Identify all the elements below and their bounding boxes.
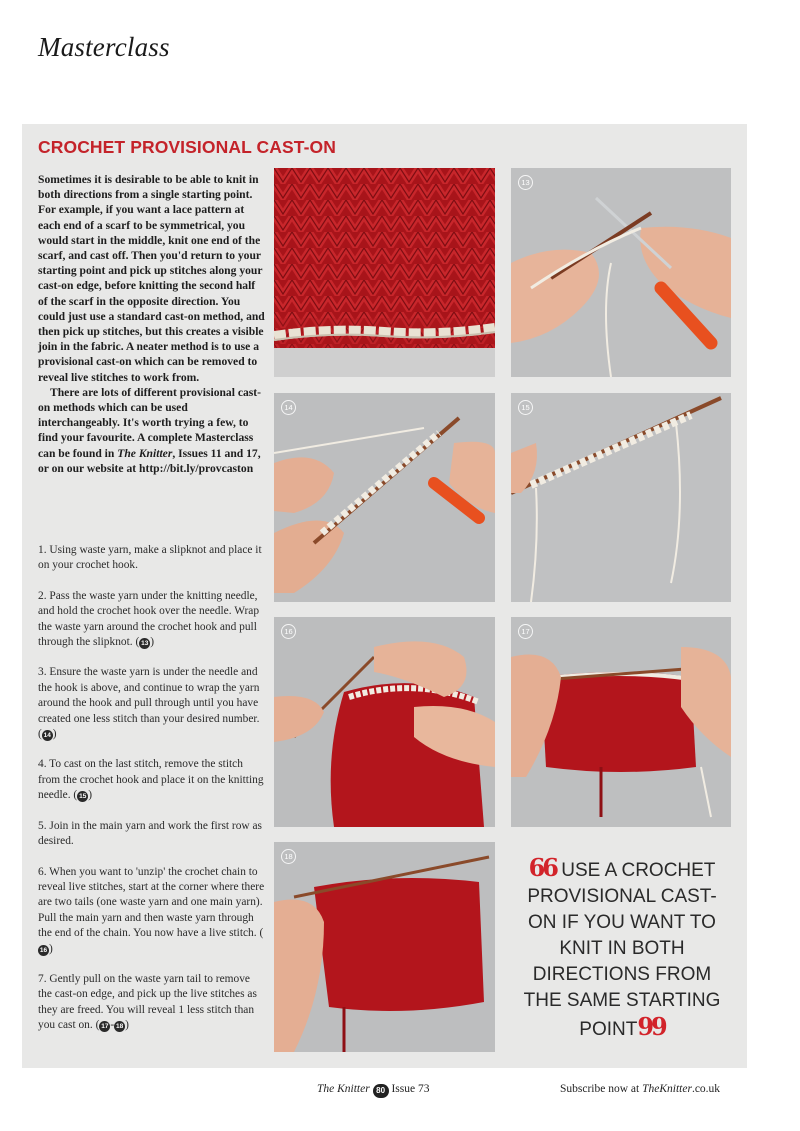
photo-number: 15 — [518, 400, 533, 415]
footer-magazine-name: The Knitter — [317, 1083, 370, 1095]
photo-step-18 — [274, 842, 495, 1052]
pull-quote-text: USE A CROCHET PROVISIONAL CAST-ON IF YOU WANT TO KNIT IN BOTH DIRECTIONS FROM THE SAME STARTING POINT — [523, 860, 721, 1040]
step-7: 7. Gently pull on the waste yarn tail to remove the cast-on edge, and pick up the live stitches as they are freed. You will reveal 1 less stitch than you cast on. ( 17 - 18 ) — [38, 972, 257, 1032]
footer-issue-number: Issue 73 — [391, 1083, 430, 1095]
photo-step-14 — [274, 393, 495, 602]
pull-quote — [522, 855, 722, 1043]
open-quote-icon: 66 — [528, 853, 556, 882]
photo-step-15 — [511, 393, 731, 602]
step-2: 2. Pass the waste yarn under the knitting needle, and hold the crochet hook over the needle. Wrap the waste yarn around the crochet hook and pull through the slipknot. ( 13 ) — [38, 589, 260, 649]
photo-step-16 — [274, 617, 495, 827]
photo-number: 16 — [281, 624, 296, 639]
intro-paragraph-1: Sometimes it is desirable to be able to knit in both directions from a single starting point. For example, if you want a lace pattern at each end of a scarf to be symmetrical, you would start in the middle, knit one end of the scarf, and cast off. Then you'd return to your starting point and pick up stitches along your cast-on edge, before knitting the second half of the scarf in the opposite direction. You could just use a standard cast-on method, and then pick up stitches, but this creates a visible join in the fabric. A neater method is to use a provisional cast-on which can be removed to reveal live stitches to work from. — [38, 173, 265, 384]
step-6: 6. When you want to 'unzip' the crochet chain to reveal live stitches, start at the corner where there are two tails (one waste yarn and one main yarn). Pull the main yarn and then waste yarn through the end of the chain. You now have a live stitch. (16 ) — [38, 865, 265, 955]
intro-text — [38, 172, 266, 476]
close-quote-icon: 99 — [637, 1012, 665, 1041]
photo-ref-badge: 14 — [43, 732, 51, 740]
photo-step-13 — [511, 168, 731, 377]
photo-ref-badge: 18 — [116, 1023, 124, 1031]
section-header: Masterclass — [38, 32, 170, 62]
step-list — [38, 543, 266, 1049]
step-1: 1. Using waste yarn, make a slipknot and place it on your crochet hook. — [38, 544, 262, 572]
photo-number: 13 — [518, 175, 533, 190]
step-3: 3. Ensure the waste yarn is under the needle and the hook is above, and continue to wrap the yarn around the hook and pull through until you have created one less stitch than your desired number. ( 14 ) — [38, 666, 260, 741]
article-title: CROCHET PROVISIONAL CAST-ON — [38, 137, 336, 157]
magazine-name: The Knitter — [117, 446, 173, 460]
step-5: 5. Join in the main yarn and work the first row as desired. — [38, 819, 262, 848]
photo-step-17 — [511, 617, 731, 827]
photo-ref-badge: 16 — [39, 946, 48, 954]
photo-number: 14 — [281, 400, 296, 415]
page-number: 80 — [373, 1084, 389, 1098]
photo-number: 18 — [281, 849, 296, 864]
photo-ref-badge: 17 — [101, 1023, 109, 1031]
step-4: 4. To cast on the last stitch, remove the stitch from the crochet hook and place it on the knitting needle. ( 15 ) — [38, 758, 264, 802]
photo-swatch — [274, 168, 495, 377]
intro-paragraph-2: There are lots of different provisional cast-on methods which can be used interchangeably. It's worth trying a few, to find your favourite. A complete Masterclass can be found in The Knitter, Issues 11 and 17, or on our website at http://bit.ly/provcaston — [38, 385, 262, 475]
footer-issue — [317, 1083, 429, 1098]
photo-ref-badge: 15 — [79, 793, 87, 801]
photo-ref-badge: 13 — [141, 640, 149, 648]
photo-number: 17 — [518, 624, 533, 639]
footer-subscribe: Subscribe now at TheKnitter.co.uk — [560, 1083, 721, 1095]
footer-site-link[interactable]: TheKnitter — [642, 1083, 692, 1095]
